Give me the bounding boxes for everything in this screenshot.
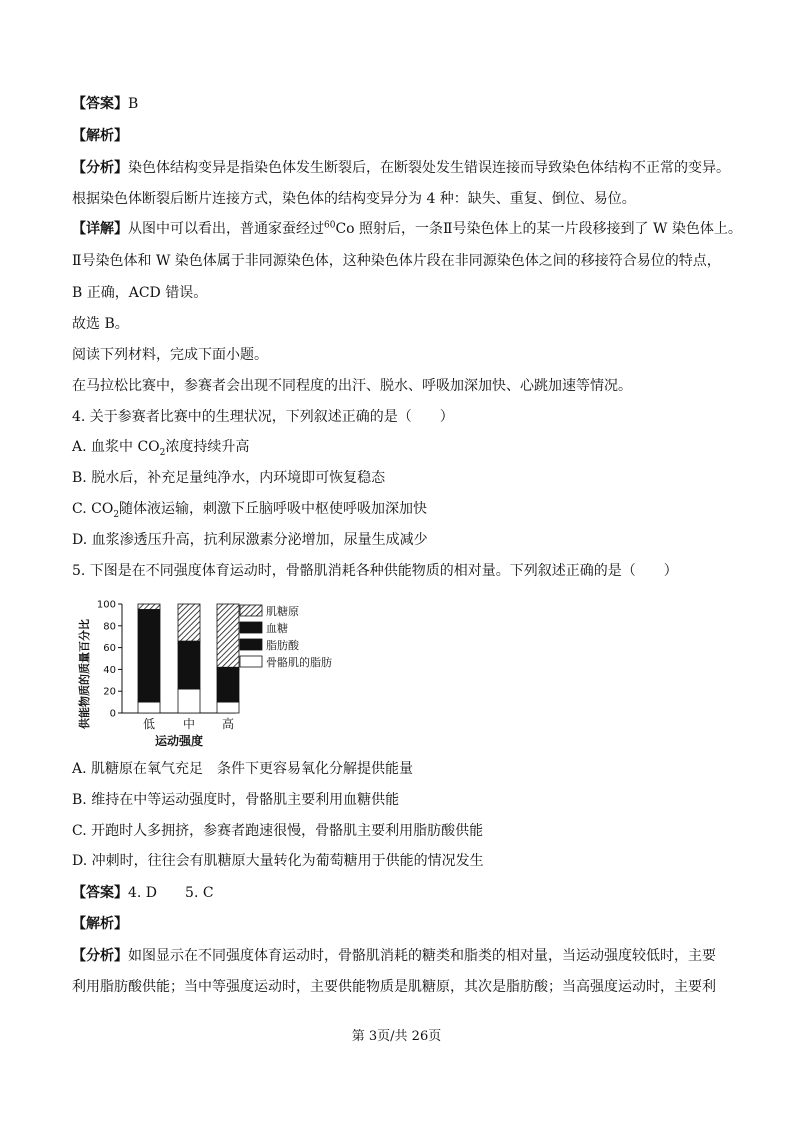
answer-tag-2: 【答案】 xyxy=(72,885,128,901)
xiangjie-line-3: B 正确，ACD 错误。 xyxy=(72,285,208,301)
fenxi-text: 染色体结构变异是指染色体发生断裂后，在断裂处发生错误连接而导致染色体结构不正常的变异。 xyxy=(128,160,730,176)
analysis-heading: 【解析】 xyxy=(72,128,128,144)
legend-label: 血糖 xyxy=(266,622,288,635)
x-axis-label: 运动强度 xyxy=(154,734,204,748)
y-axis-label: 供能物质的质量百分比 xyxy=(78,619,91,729)
y-tick-label: 60 xyxy=(103,643,116,655)
xiangjie-line-4: 故选 B。 xyxy=(72,316,129,332)
q4-c-text-2: 随体液运输，刺激下丘脑呼吸中枢使呼吸加深加快 xyxy=(119,501,428,517)
legend-swatch xyxy=(240,639,262,650)
q4-stem: 4. 关于参赛者比赛中的生理状况，下列叙述正确的是（ ） xyxy=(72,409,454,425)
legend-label: 肌糖原 xyxy=(266,605,299,618)
bar-segment xyxy=(138,609,160,702)
q4-option-c xyxy=(72,499,427,519)
bar-segment xyxy=(138,604,160,609)
q5-option-a: A. 肌糖原在氧气充足 条件下更容易氧化分解提供能量 xyxy=(72,761,414,777)
bar-segment xyxy=(138,702,160,713)
q4-c-text-1: C. CO xyxy=(72,501,114,517)
fenxi2-text: 如图显示在不同强度体育运动时，骨骼肌消耗的糖类和脂类的相对量，当运动强度较低时，主要 xyxy=(128,948,716,964)
answer-value: B xyxy=(128,96,139,112)
stacked-bar-chart xyxy=(72,596,372,751)
q5-option-b: B. 维持在中等运动强度时，骨骼肌主要利用血糖供能 xyxy=(72,792,400,808)
q5-stem: 5. 下图是在不同强度体育运动时，骨骼肌消耗各种供能物质的相对量。下列叙述正确的是（ ） xyxy=(72,563,678,579)
q4-a-text-2: 浓度持续升高 xyxy=(165,439,250,455)
y-tick-label: 100 xyxy=(96,599,116,611)
legend-swatch xyxy=(240,605,262,616)
bar-segment xyxy=(217,669,239,702)
answer-value-2: 4. D 5. C xyxy=(128,885,214,901)
q4-option-b: B. 脱水后，补充足量纯净水，内环境即可恢复稳态 xyxy=(72,470,386,486)
q4-option-d: D. 血浆渗透压升高，抗利尿激素分泌增加，尿量生成减少 xyxy=(72,532,428,548)
x-tick-label: 高 xyxy=(221,717,235,731)
bar-segment xyxy=(178,689,200,713)
fenxi-line-1 xyxy=(72,158,730,178)
bar-segment xyxy=(217,604,239,667)
q4-a-subscript: 2 xyxy=(159,447,166,458)
analysis-heading-2: 【解析】 xyxy=(72,916,128,932)
bar-segment xyxy=(178,643,200,689)
y-tick-label: 40 xyxy=(103,664,116,676)
xiangjie-text-b: Co 照射后，一条Ⅱ号染色体上的某一片段移接到了 W 染色体上。 xyxy=(335,221,742,237)
q4-c-subscript: 2 xyxy=(113,509,120,520)
reading-material: 在马拉松比赛中，参赛者会出现不同程度的出汗、脱水、呼吸加深加快、心跳加速等情况。 xyxy=(72,378,632,394)
answer-line xyxy=(72,94,138,114)
isotope-superscript: 60 xyxy=(324,220,336,231)
y-tick-label: 0 xyxy=(109,708,116,720)
x-tick-label: 低 xyxy=(142,717,156,731)
fenxi2-tag: 【分析】 xyxy=(72,948,128,964)
answer-line-2 xyxy=(72,883,214,903)
y-tick-label: 20 xyxy=(103,686,116,698)
legend-label: 脂肪酸 xyxy=(266,639,299,652)
fenxi-line-2: 根据染色体断裂后断片连接方式，染色体的结构变异分为 4 种：缺失、重复、倒位、易位。 xyxy=(72,191,636,207)
legend-swatch xyxy=(240,656,262,667)
answer-tag: 【答案】 xyxy=(72,96,128,112)
q5-option-c: C. 开跑时人多拥挤，参赛者跑速很慢，骨骼肌主要利用脂肪酸供能 xyxy=(72,823,484,839)
legend-swatch xyxy=(240,622,262,633)
q4-a-text-1: A. 血浆中 CO xyxy=(72,439,160,455)
y-tick-label: 80 xyxy=(103,621,116,633)
xiangjie-line-1 xyxy=(72,219,742,239)
xiangjie-tag: 【详解】 xyxy=(72,221,128,237)
xiangjie-text-a: 从图中可以看出，普通家蚕经过 xyxy=(128,221,324,237)
energy-source-chart xyxy=(72,596,372,751)
fenxi2-line-1 xyxy=(72,946,716,966)
legend-label: 骨骼肌的脂肪 xyxy=(266,656,332,669)
fenxi2-line-2: 利用脂肪酸供能；当中等强度运动时，主要供能物质是肌糖原，其次是脂肪酸；当高强度运动时，主要利 xyxy=(72,979,716,995)
fenxi-tag: 【分析】 xyxy=(72,160,128,176)
bar-segment xyxy=(217,702,239,713)
page-footer: 第 3页/共 26页 xyxy=(351,1029,442,1044)
q4-option-a xyxy=(72,437,249,457)
xiangjie-line-2: Ⅱ号染色体和 W 染色体属于非同源染色体，这种染色体片段在非同源染色体之间的移接符合易位的特点， xyxy=(72,253,721,269)
bar-segment xyxy=(178,604,200,641)
reading-intro: 阅读下列材料，完成下面小题。 xyxy=(72,347,268,363)
x-tick-label: 中 xyxy=(182,717,196,731)
q5-option-d: D. 冲刺时，往往会有肌糖原大量转化为葡萄糖用于供能的情况发生 xyxy=(72,853,484,869)
